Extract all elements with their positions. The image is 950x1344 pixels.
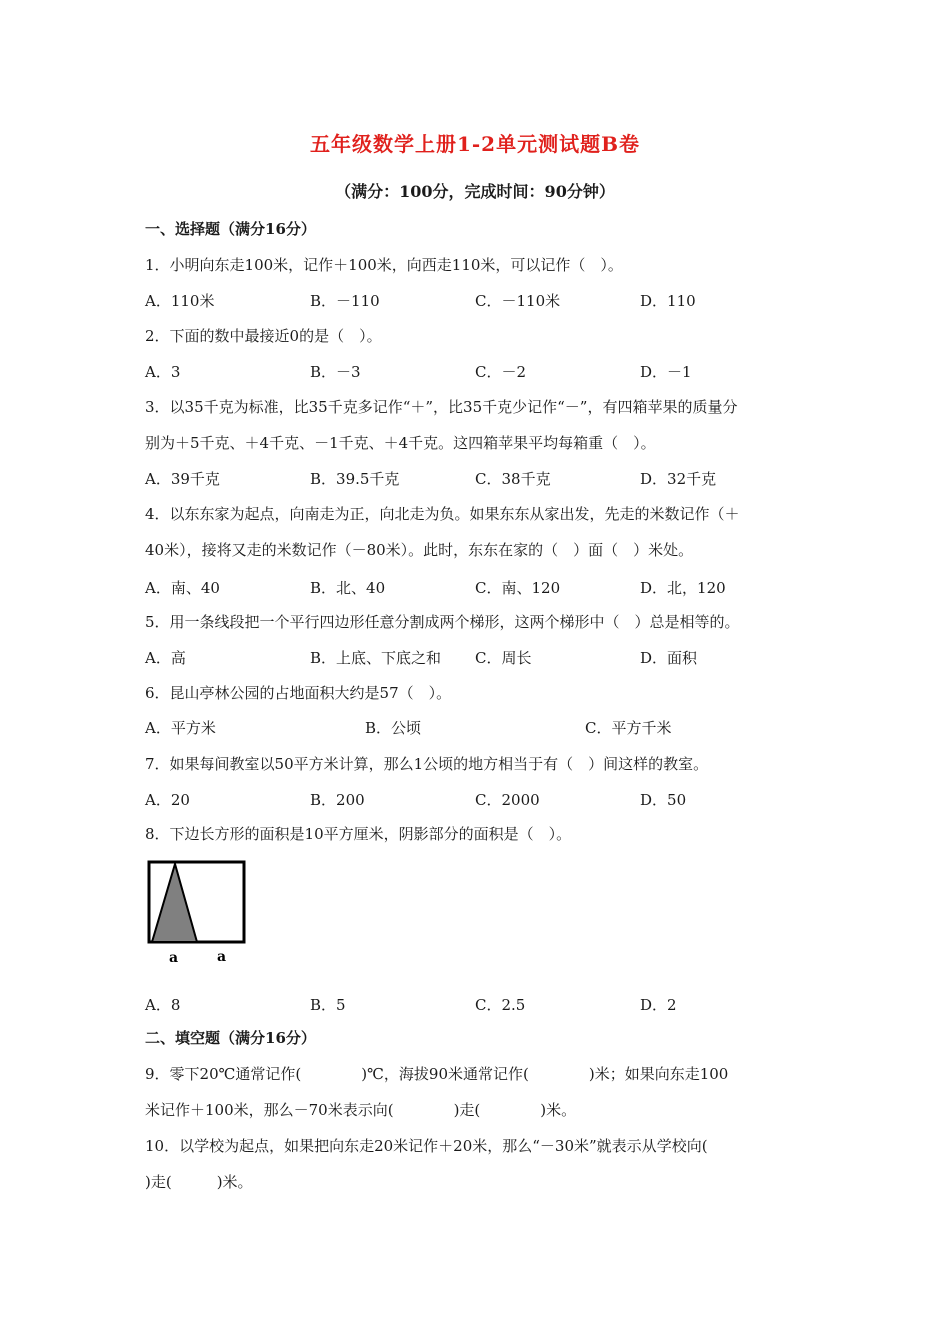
- q8-option-d: D．2: [640, 996, 677, 1014]
- page-title: 五年级数学上册1-2单元测试题B卷: [309, 132, 641, 156]
- rectangle-figure: [145, 858, 255, 968]
- question-8: 8．下边长方形的面积是10平方厘米，阴影部分的面积是（ ）。: [145, 825, 572, 843]
- question-5: 5．用一条线段把一个平行四边形任意分割成两个梯形，这两个梯形中（ ）总是相等的。: [145, 613, 740, 631]
- q4-option-c: C．南、120: [475, 579, 561, 597]
- q1-option-d: D．110: [640, 292, 696, 310]
- section-heading-choice: 一、选择题（满分16分）: [145, 220, 316, 238]
- q7-option-b: B．200: [310, 791, 365, 809]
- q7-option-c: C．2000: [475, 791, 540, 809]
- q6-option-c: C．平方千米: [585, 719, 672, 737]
- q3-option-b: B．39.5千克: [310, 470, 400, 488]
- question-10-line2: )走( )米。: [145, 1173, 253, 1191]
- figure-label-a-left: a: [169, 950, 179, 966]
- question-9-line2: 米记作＋100米，那么－70米表示向( )走( )米。: [145, 1101, 577, 1119]
- q1-option-a: A．110米: [145, 292, 215, 310]
- q8-option-b: B．5: [310, 996, 346, 1014]
- q5-option-d: D．面积: [640, 649, 698, 667]
- page-subtitle: （满分：100分，完成时间：90分钟）: [335, 182, 615, 201]
- section-heading-fill: 二、填空题（满分16分）: [145, 1029, 316, 1047]
- q4-option-b: B．北、40: [310, 579, 386, 597]
- question-7: 7．如果每间教室以50平方米计算，那么1公顷的地方相当于有（ ）间这样的教室。: [145, 755, 709, 773]
- q7-option-a: A．20: [145, 791, 190, 809]
- q8-option-a: A．8: [145, 996, 181, 1014]
- q6-option-a: A．平方米: [145, 719, 216, 737]
- question-10-line1: 10．以学校为起点，如果把向东走20米记作＋20米，那么“－30米”就表示从学校向(: [145, 1137, 708, 1155]
- question-4-line1: 4．以东东家为起点，向南走为正，向北走为负。如果东东从家出发，先走的米数记作（＋: [145, 505, 740, 523]
- q3-option-a: A．39千克: [145, 470, 220, 488]
- question-3-line1: 3．以35千克为标准，比35千克多记作“＋”，比35千克少记作“－”，有四箱苹果的质量分: [145, 398, 738, 416]
- q1-option-c: C．－110米: [475, 292, 561, 310]
- question-1: 1．小明向东走100米，记作＋100米，向西走110米，可以记作（ ）。: [145, 256, 623, 274]
- question-4-line2: 40米），接将又走的米数记作（－80米）。此时，东东在家的（ ）面（ ）米处。: [145, 541, 694, 559]
- q2-option-c: C．－2: [475, 363, 527, 381]
- question-9-line1: 9．零下20℃通常记作( )℃，海拔90米通常记作( )米；如果向东走100: [145, 1065, 729, 1083]
- q2-option-a: A．3: [145, 363, 181, 381]
- question-3-line2: 别为＋5千克、＋4千克、－1千克、＋4千克。这四箱苹果平均每箱重（ ）。: [145, 434, 656, 452]
- figure-label-a-right: a: [217, 949, 227, 965]
- q8-option-c: C．2.5: [475, 996, 526, 1014]
- q1-option-b: B．－110: [310, 292, 380, 310]
- q3-option-d: D．32千克: [640, 470, 717, 488]
- question-2: 2．下面的数中最接近0的是（ ）。: [145, 327, 382, 345]
- q5-option-b: B．上底、下底之和: [310, 649, 442, 667]
- question-6: 6．昆山亭林公园的占地面积大约是57（ ）。: [145, 684, 452, 702]
- q5-option-c: C．周长: [475, 649, 532, 667]
- q2-option-d: D．－1: [640, 363, 692, 381]
- q4-option-a: A．南、40: [145, 579, 220, 597]
- q5-option-a: A．高: [145, 649, 186, 667]
- q2-option-b: B．－3: [310, 363, 361, 381]
- q4-option-d: D．北，120: [640, 579, 726, 597]
- q3-option-c: C．38千克: [475, 470, 551, 488]
- q6-option-b: B．公顷: [365, 719, 422, 737]
- q7-option-d: D．50: [640, 791, 687, 809]
